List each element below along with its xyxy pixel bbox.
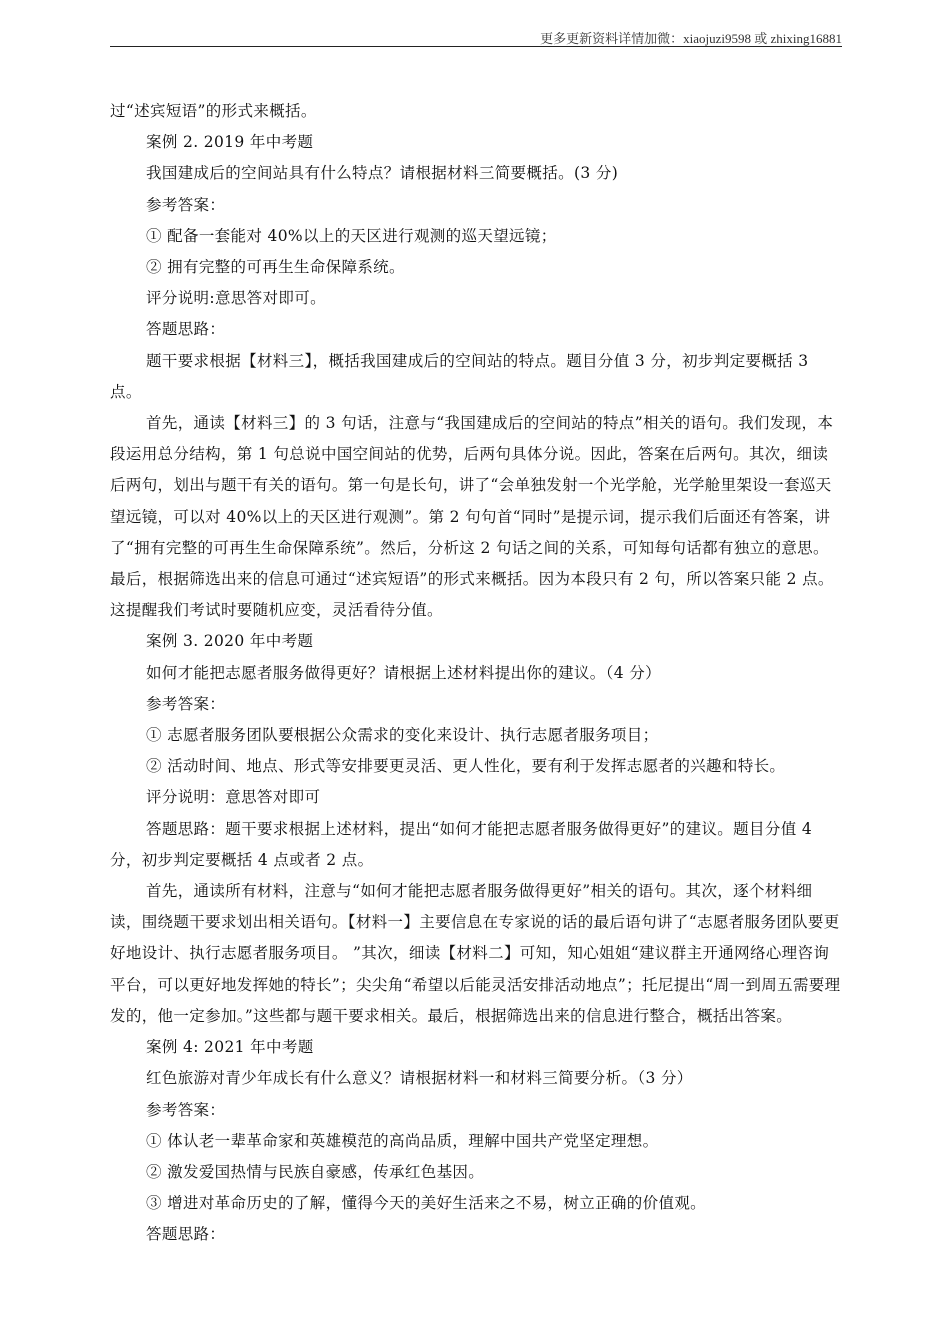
case-3-title: 案例 3. 2020 年中考题 (146, 632, 314, 651)
case-2-question: 我国建成后的空间站具有什么特点？请根据材料三简要概括。(3 分) (146, 164, 619, 183)
case-3-answer-2: ② 活动时间、地点、形式等安排要更灵活、更人性化，要有利于发挥志愿者的兴趣和特长。 (146, 757, 786, 776)
case-4-approach-label: 答题思路： (146, 1225, 226, 1244)
case-3-question: 如何才能把志愿者服务做得更好？请根据上述材料提出你的建议。（4 分） (146, 663, 661, 682)
case-3-answer-1: ① 志愿者服务团队要根据公众需求的变化来设计、执行志愿者服务项目； (146, 726, 659, 745)
case-4-answer-label: 参考答案： (146, 1100, 226, 1119)
case-3-approach-text: 答题思路：题干要求根据上述材料，提出“如何才能把志愿者服务做得更好”的建议。题目分值 4 分，初步判定要概括 4 点或者 2 点。 (110, 819, 813, 869)
page-header (110, 24, 842, 47)
case-2-answer-1: ① 配备一套能对 40%以上的天区进行观测的巡天望远镜； (146, 226, 557, 245)
case-2-scoring-note: 评分说明:意思答对即可。 (146, 289, 326, 308)
case-2-approach-label: 答题思路： (146, 320, 226, 339)
case-4-answer-1: ① 体认老一辈革命家和英雄模范的高尚品质，理解中国共产党坚定理想。 (146, 1131, 659, 1150)
case-2-answer-2: ② 拥有完整的可再生生命保障系统。 (146, 258, 405, 277)
case-2-answer-label: 参考答案： (146, 195, 226, 214)
case-3-scoring-note: 评分说明：意思答对即可 (146, 788, 321, 807)
paragraph-continuation: 过“述宾短语”的形式来概括。 (110, 102, 317, 120)
case-3-analysis: 首先，通读所有材料，注意与“如何才能把志愿者服务做得更好”相关的语句。其次，逐个材料细读，围绕题干要求划出相关语句。【材料一】主要信息在专家说的话的最后语句讲了“志愿者服务团队要更好地设计、执行志愿者服务项目。 ”其次，细读【材料二】可知，知心姐姐“建议群主开通网络心理咨询平台，可以更好地发挥她的特长”；尖尖角“希望以后能灵活安排活动地点”；托尼提出“周一到周五需要理发的，他一定参加。”这些都与题干要求相关。最后，根据筛选出来的信息进行整合，概括出答案。 (110, 882, 841, 1025)
document-body (110, 96, 844, 1251)
case-4-question: 红色旅游对青少年成长有什么意义？请根据材料一和材料三简要分析。（3 分） (146, 1069, 693, 1088)
case-4-title: 案例 4: 2021 年中考题 (146, 1038, 314, 1057)
case-3-answer-label: 参考答案： (146, 694, 226, 713)
case-2-title: 案例 2. 2019 年中考题 (146, 133, 314, 152)
case-2-analysis: 首先，通读【材料三】的 3 句话，注意与“我国建成后的空间站的特点”相关的语句。我们发现，本段运用总分结构，第 1 句总说中国空间站的优势，后两句具体分说。因此，答案在后两句。其次，细读后两句，划出与题干有关的语句。第一句是长句，讲了“会单独发射一个光学舱，光学舱里架设一套巡天望远镜，可以对 40%以上的天区进行观测”。第 2 句句首“同时”是提示词，提示我们后面还有答案，讲了“拥有完整的可再生生命保障系统”。然后，分析这 2 句话之间的关系，可知每句话都有独立的意思。最后，根据筛选出来的信息可通过“述宾短语”的形式来概括。因为本段只有 2 句，所以答案只能 2 点。这提醒我们考试时要随机应变，灵活看待分值。 (110, 414, 834, 620)
case-2-approach-text: 题干要求根据【材料三】，概括我国建成后的空间站的特点。题目分值 3 分，初步判定要概括 3 点。 (110, 351, 809, 401)
case-4-answer-3: ③ 增进对革命历史的了解，懂得今天的美好生活来之不易，树立正确的价值观。 (146, 1194, 707, 1213)
case-4-answer-2: ② 激发爱国热情与民族自豪感，传承红色基因。 (146, 1162, 485, 1181)
header-contact-text: 更多更新资料详情加微：xiaojuzi9598 或 zhixing16881 (540, 31, 842, 46)
